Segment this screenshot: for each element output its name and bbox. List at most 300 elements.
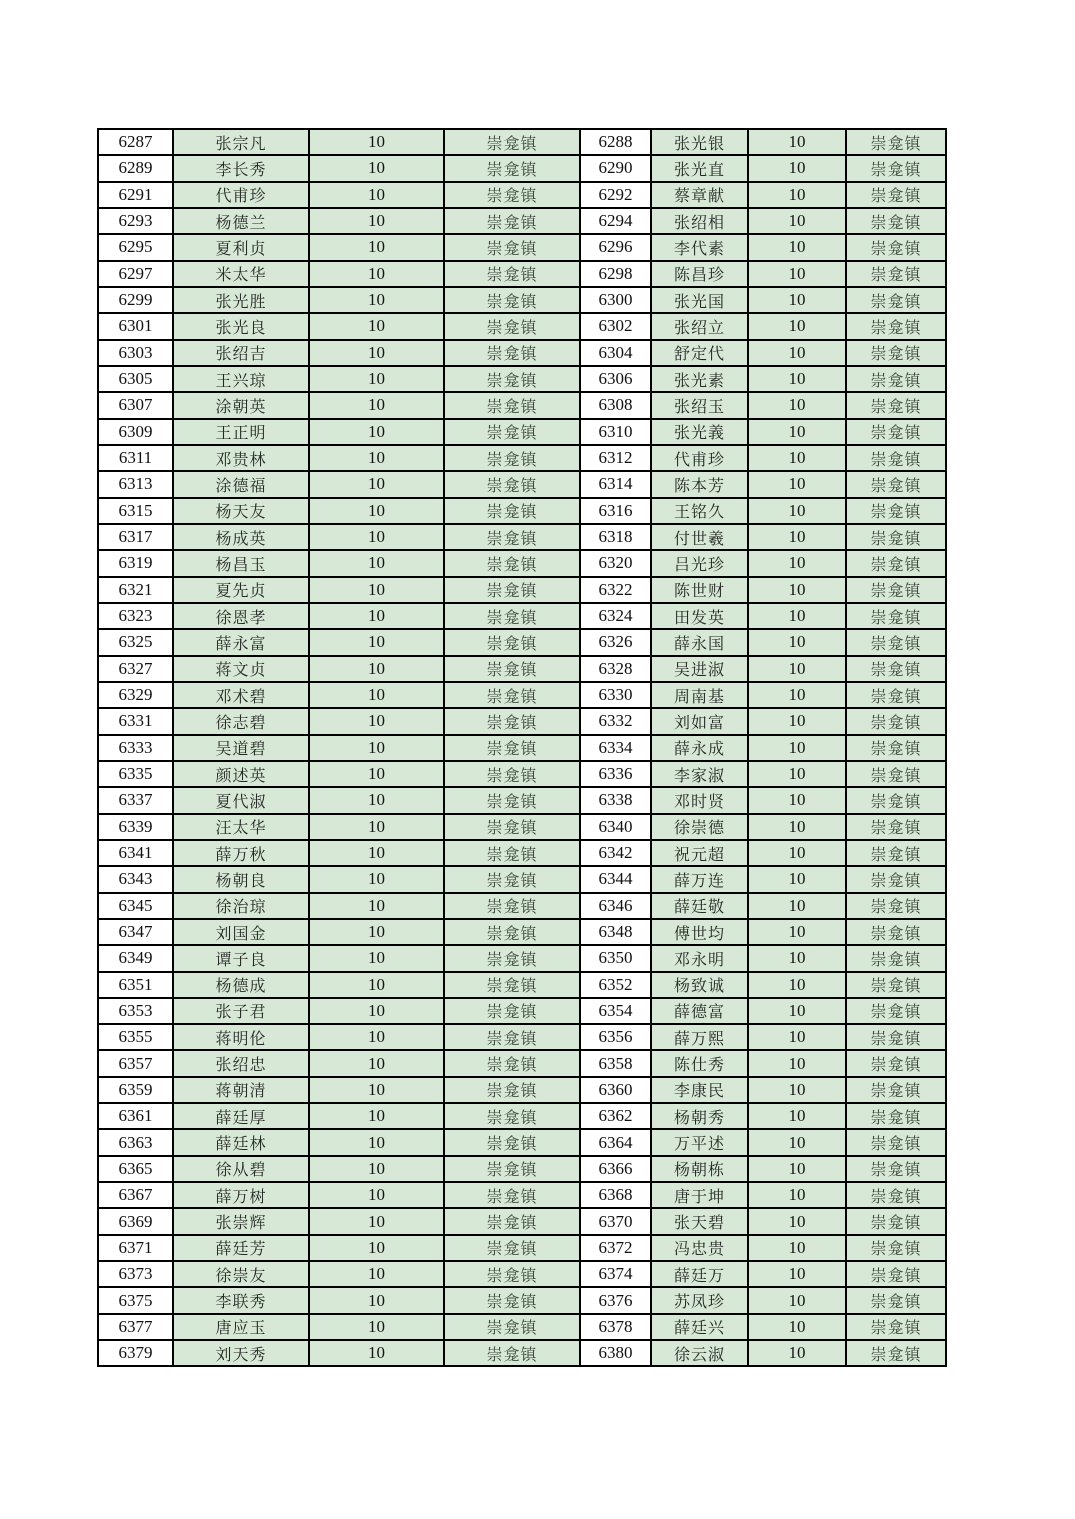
serial-cell: 6361 xyxy=(99,1104,174,1130)
name-cell: 薛永国 xyxy=(652,630,749,656)
points-cell: 10 xyxy=(310,657,445,683)
name-cell: 王铭久 xyxy=(652,499,749,525)
serial-cell: 6316 xyxy=(581,499,652,525)
points-cell: 10 xyxy=(749,499,847,525)
serial-cell: 6332 xyxy=(581,709,652,735)
serial-cell: 6288 xyxy=(581,130,652,156)
name-cell: 蒋明伦 xyxy=(174,1025,310,1051)
town-cell: 崇龛镇 xyxy=(847,1157,947,1183)
points-cell: 10 xyxy=(310,314,445,340)
name-cell: 夏代淑 xyxy=(174,788,310,814)
name-cell: 张绍立 xyxy=(652,314,749,340)
points-cell: 10 xyxy=(310,446,445,472)
name-cell: 蔡章献 xyxy=(652,183,749,209)
town-cell: 崇龛镇 xyxy=(445,235,581,261)
serial-cell: 6336 xyxy=(581,762,652,788)
points-cell: 10 xyxy=(310,209,445,235)
name-cell: 陈世财 xyxy=(652,578,749,604)
name-cell: 薛廷万 xyxy=(652,1262,749,1288)
serial-cell: 6380 xyxy=(581,1341,652,1367)
points-cell: 10 xyxy=(749,1288,847,1314)
town-cell: 崇龛镇 xyxy=(847,1262,947,1288)
points-cell: 10 xyxy=(749,973,847,999)
points-cell: 10 xyxy=(310,1315,445,1341)
town-cell: 崇龛镇 xyxy=(847,946,947,972)
serial-cell: 6311 xyxy=(99,446,174,472)
points-cell: 10 xyxy=(310,1209,445,1235)
name-cell: 张宗凡 xyxy=(174,130,310,156)
name-cell: 李代素 xyxy=(652,235,749,261)
name-cell: 涂朝英 xyxy=(174,393,310,419)
town-cell: 崇龛镇 xyxy=(445,815,581,841)
name-cell: 张光胜 xyxy=(174,288,310,314)
name-cell: 傅世均 xyxy=(652,920,749,946)
serial-cell: 6329 xyxy=(99,683,174,709)
points-cell: 10 xyxy=(310,736,445,762)
serial-cell: 6306 xyxy=(581,367,652,393)
town-cell: 崇龛镇 xyxy=(847,1288,947,1314)
points-cell: 10 xyxy=(310,525,445,551)
name-cell: 代甫珍 xyxy=(174,183,310,209)
name-cell: 薛永富 xyxy=(174,630,310,656)
points-cell: 10 xyxy=(749,1078,847,1104)
points-cell: 10 xyxy=(749,130,847,156)
town-cell: 崇龛镇 xyxy=(445,314,581,340)
serial-cell: 6309 xyxy=(99,420,174,446)
town-cell: 崇龛镇 xyxy=(847,578,947,604)
name-cell: 蒋朝清 xyxy=(174,1078,310,1104)
points-cell: 10 xyxy=(749,551,847,577)
serial-cell: 6291 xyxy=(99,183,174,209)
name-cell: 薛万熙 xyxy=(652,1025,749,1051)
name-cell: 徐崇友 xyxy=(174,1262,310,1288)
serial-cell: 6366 xyxy=(581,1157,652,1183)
serial-cell: 6348 xyxy=(581,920,652,946)
serial-cell: 6314 xyxy=(581,472,652,498)
serial-cell: 6310 xyxy=(581,420,652,446)
name-cell: 徐从碧 xyxy=(174,1157,310,1183)
points-cell: 10 xyxy=(749,788,847,814)
name-cell: 张绍玉 xyxy=(652,393,749,419)
points-cell: 10 xyxy=(310,920,445,946)
points-cell: 10 xyxy=(310,1236,445,1262)
name-cell: 夏利贞 xyxy=(174,235,310,261)
town-cell: 崇龛镇 xyxy=(847,788,947,814)
points-cell: 10 xyxy=(310,499,445,525)
points-cell: 10 xyxy=(310,709,445,735)
points-cell: 10 xyxy=(310,235,445,261)
points-cell: 10 xyxy=(749,1104,847,1130)
name-cell: 薛廷兴 xyxy=(652,1315,749,1341)
serial-cell: 6317 xyxy=(99,525,174,551)
serial-cell: 6351 xyxy=(99,973,174,999)
town-cell: 崇龛镇 xyxy=(847,341,947,367)
name-cell: 张绍相 xyxy=(652,209,749,235)
town-cell: 崇龛镇 xyxy=(847,762,947,788)
points-cell: 10 xyxy=(749,841,847,867)
serial-cell: 6338 xyxy=(581,788,652,814)
town-cell: 崇龛镇 xyxy=(445,1157,581,1183)
serial-cell: 6373 xyxy=(99,1262,174,1288)
town-cell: 崇龛镇 xyxy=(445,1051,581,1077)
points-cell: 10 xyxy=(749,341,847,367)
points-cell: 10 xyxy=(749,683,847,709)
serial-cell: 6301 xyxy=(99,314,174,340)
serial-cell: 6339 xyxy=(99,815,174,841)
town-cell: 崇龛镇 xyxy=(847,130,947,156)
points-cell: 10 xyxy=(749,393,847,419)
town-cell: 崇龛镇 xyxy=(847,156,947,182)
town-cell: 崇龛镇 xyxy=(445,630,581,656)
points-cell: 10 xyxy=(749,1341,847,1367)
name-cell: 舒定代 xyxy=(652,341,749,367)
town-cell: 崇龛镇 xyxy=(847,999,947,1025)
points-cell: 10 xyxy=(310,946,445,972)
name-cell: 夏先贞 xyxy=(174,578,310,604)
serial-cell: 6305 xyxy=(99,367,174,393)
serial-cell: 6376 xyxy=(581,1288,652,1314)
name-cell: 邓时贤 xyxy=(652,788,749,814)
serial-cell: 6287 xyxy=(99,130,174,156)
serial-cell: 6343 xyxy=(99,867,174,893)
serial-cell: 6374 xyxy=(581,1262,652,1288)
points-cell: 10 xyxy=(310,578,445,604)
name-cell: 刘如富 xyxy=(652,709,749,735)
serial-cell: 6345 xyxy=(99,894,174,920)
name-cell: 薛廷芳 xyxy=(174,1236,310,1262)
name-cell: 杨德成 xyxy=(174,973,310,999)
name-cell: 张崇辉 xyxy=(174,1209,310,1235)
points-cell: 10 xyxy=(749,446,847,472)
serial-cell: 6353 xyxy=(99,999,174,1025)
points-cell: 10 xyxy=(310,551,445,577)
points-cell: 10 xyxy=(749,1183,847,1209)
serial-cell: 6296 xyxy=(581,235,652,261)
serial-cell: 6350 xyxy=(581,946,652,972)
points-cell: 10 xyxy=(310,367,445,393)
town-cell: 崇龛镇 xyxy=(445,683,581,709)
serial-cell: 6289 xyxy=(99,156,174,182)
serial-cell: 6304 xyxy=(581,341,652,367)
name-cell: 杨天友 xyxy=(174,499,310,525)
points-cell: 10 xyxy=(749,472,847,498)
town-cell: 崇龛镇 xyxy=(445,657,581,683)
serial-cell: 6370 xyxy=(581,1209,652,1235)
serial-cell: 6331 xyxy=(99,709,174,735)
town-cell: 崇龛镇 xyxy=(445,867,581,893)
town-cell: 崇龛镇 xyxy=(445,736,581,762)
name-cell: 李长秀 xyxy=(174,156,310,182)
serial-cell: 6308 xyxy=(581,393,652,419)
points-cell: 10 xyxy=(310,1104,445,1130)
town-cell: 崇龛镇 xyxy=(847,894,947,920)
serial-cell: 6302 xyxy=(581,314,652,340)
town-cell: 崇龛镇 xyxy=(445,841,581,867)
points-cell: 10 xyxy=(749,736,847,762)
name-cell: 米太华 xyxy=(174,262,310,288)
name-cell: 田发英 xyxy=(652,604,749,630)
town-cell: 崇龛镇 xyxy=(847,1104,947,1130)
points-cell: 10 xyxy=(749,1157,847,1183)
points-cell: 10 xyxy=(749,262,847,288)
town-cell: 崇龛镇 xyxy=(445,209,581,235)
roster-table xyxy=(97,128,947,1367)
town-cell: 崇龛镇 xyxy=(445,920,581,946)
serial-cell: 6294 xyxy=(581,209,652,235)
town-cell: 崇龛镇 xyxy=(445,1341,581,1367)
serial-cell: 6333 xyxy=(99,736,174,762)
town-cell: 崇龛镇 xyxy=(445,472,581,498)
serial-cell: 6360 xyxy=(581,1078,652,1104)
name-cell: 徐治琼 xyxy=(174,894,310,920)
points-cell: 10 xyxy=(310,472,445,498)
town-cell: 崇龛镇 xyxy=(445,446,581,472)
name-cell: 张光素 xyxy=(652,367,749,393)
serial-cell: 6342 xyxy=(581,841,652,867)
serial-cell: 6341 xyxy=(99,841,174,867)
town-cell: 崇龛镇 xyxy=(847,867,947,893)
town-cell: 崇龛镇 xyxy=(445,551,581,577)
town-cell: 崇龛镇 xyxy=(847,736,947,762)
serial-cell: 6363 xyxy=(99,1130,174,1156)
serial-cell: 6371 xyxy=(99,1236,174,1262)
town-cell: 崇龛镇 xyxy=(847,815,947,841)
serial-cell: 6337 xyxy=(99,788,174,814)
points-cell: 10 xyxy=(310,762,445,788)
name-cell: 唐于坤 xyxy=(652,1183,749,1209)
serial-cell: 6321 xyxy=(99,578,174,604)
serial-cell: 6313 xyxy=(99,472,174,498)
serial-cell: 6318 xyxy=(581,525,652,551)
serial-cell: 6347 xyxy=(99,920,174,946)
serial-cell: 6315 xyxy=(99,499,174,525)
town-cell: 崇龛镇 xyxy=(445,709,581,735)
town-cell: 崇龛镇 xyxy=(847,683,947,709)
serial-cell: 6355 xyxy=(99,1025,174,1051)
town-cell: 崇龛镇 xyxy=(445,973,581,999)
name-cell: 颜述英 xyxy=(174,762,310,788)
points-cell: 10 xyxy=(749,867,847,893)
name-cell: 薛廷林 xyxy=(174,1130,310,1156)
serial-cell: 6303 xyxy=(99,341,174,367)
points-cell: 10 xyxy=(310,262,445,288)
points-cell: 10 xyxy=(749,1209,847,1235)
name-cell: 杨昌玉 xyxy=(174,551,310,577)
name-cell: 涂德福 xyxy=(174,472,310,498)
town-cell: 崇龛镇 xyxy=(445,341,581,367)
town-cell: 崇龛镇 xyxy=(445,762,581,788)
town-cell: 崇龛镇 xyxy=(445,999,581,1025)
name-cell: 张光银 xyxy=(652,130,749,156)
points-cell: 10 xyxy=(749,604,847,630)
name-cell: 杨朝秀 xyxy=(652,1104,749,1130)
town-cell: 崇龛镇 xyxy=(445,1104,581,1130)
name-cell: 吕光珍 xyxy=(652,551,749,577)
name-cell: 苏凤珍 xyxy=(652,1288,749,1314)
points-cell: 10 xyxy=(310,867,445,893)
serial-cell: 6293 xyxy=(99,209,174,235)
town-cell: 崇龛镇 xyxy=(847,920,947,946)
name-cell: 吴道碧 xyxy=(174,736,310,762)
town-cell: 崇龛镇 xyxy=(847,314,947,340)
town-cell: 崇龛镇 xyxy=(847,1341,947,1367)
name-cell: 谭子良 xyxy=(174,946,310,972)
town-cell: 崇龛镇 xyxy=(847,499,947,525)
town-cell: 崇龛镇 xyxy=(847,262,947,288)
serial-cell: 6365 xyxy=(99,1157,174,1183)
points-cell: 10 xyxy=(749,578,847,604)
points-cell: 10 xyxy=(310,1157,445,1183)
town-cell: 崇龛镇 xyxy=(847,1130,947,1156)
town-cell: 崇龛镇 xyxy=(445,367,581,393)
town-cell: 崇龛镇 xyxy=(847,630,947,656)
serial-cell: 6322 xyxy=(581,578,652,604)
serial-cell: 6377 xyxy=(99,1315,174,1341)
town-cell: 崇龛镇 xyxy=(847,973,947,999)
serial-cell: 6372 xyxy=(581,1236,652,1262)
name-cell: 张天碧 xyxy=(652,1209,749,1235)
name-cell: 徐崇德 xyxy=(652,815,749,841)
name-cell: 刘天秀 xyxy=(174,1341,310,1367)
points-cell: 10 xyxy=(749,1130,847,1156)
serial-cell: 6323 xyxy=(99,604,174,630)
name-cell: 邓贵林 xyxy=(174,446,310,472)
town-cell: 崇龛镇 xyxy=(847,1051,947,1077)
serial-cell: 6359 xyxy=(99,1078,174,1104)
town-cell: 崇龛镇 xyxy=(847,209,947,235)
name-cell: 薛万连 xyxy=(652,867,749,893)
town-cell: 崇龛镇 xyxy=(847,1236,947,1262)
name-cell: 邓永明 xyxy=(652,946,749,972)
points-cell: 10 xyxy=(310,420,445,446)
name-cell: 李康民 xyxy=(652,1078,749,1104)
town-cell: 崇龛镇 xyxy=(445,183,581,209)
serial-cell: 6325 xyxy=(99,630,174,656)
town-cell: 崇龛镇 xyxy=(847,657,947,683)
name-cell: 薛永成 xyxy=(652,736,749,762)
name-cell: 周南基 xyxy=(652,683,749,709)
points-cell: 10 xyxy=(310,393,445,419)
name-cell: 代甫珍 xyxy=(652,446,749,472)
town-cell: 崇龛镇 xyxy=(847,1183,947,1209)
serial-cell: 6364 xyxy=(581,1130,652,1156)
serial-cell: 6367 xyxy=(99,1183,174,1209)
name-cell: 张绍吉 xyxy=(174,341,310,367)
town-cell: 崇龛镇 xyxy=(445,130,581,156)
name-cell: 陈昌珍 xyxy=(652,262,749,288)
points-cell: 10 xyxy=(310,1025,445,1051)
name-cell: 陈仕秀 xyxy=(652,1051,749,1077)
serial-cell: 6344 xyxy=(581,867,652,893)
name-cell: 张绍忠 xyxy=(174,1051,310,1077)
name-cell: 唐应玉 xyxy=(174,1315,310,1341)
points-cell: 10 xyxy=(749,630,847,656)
points-cell: 10 xyxy=(310,156,445,182)
points-cell: 10 xyxy=(749,156,847,182)
town-cell: 崇龛镇 xyxy=(445,578,581,604)
name-cell: 万平述 xyxy=(652,1130,749,1156)
town-cell: 崇龛镇 xyxy=(847,183,947,209)
points-cell: 10 xyxy=(310,1078,445,1104)
town-cell: 崇龛镇 xyxy=(847,288,947,314)
serial-cell: 6297 xyxy=(99,262,174,288)
serial-cell: 6324 xyxy=(581,604,652,630)
points-cell: 10 xyxy=(310,1183,445,1209)
name-cell: 杨德兰 xyxy=(174,209,310,235)
town-cell: 崇龛镇 xyxy=(445,604,581,630)
name-cell: 吴进淑 xyxy=(652,657,749,683)
name-cell: 徐恩孝 xyxy=(174,604,310,630)
serial-cell: 6340 xyxy=(581,815,652,841)
points-cell: 10 xyxy=(749,314,847,340)
name-cell: 张光義 xyxy=(652,420,749,446)
town-cell: 崇龛镇 xyxy=(847,841,947,867)
town-cell: 崇龛镇 xyxy=(847,235,947,261)
serial-cell: 6320 xyxy=(581,551,652,577)
name-cell: 徐志碧 xyxy=(174,709,310,735)
points-cell: 10 xyxy=(310,683,445,709)
name-cell: 杨成英 xyxy=(174,525,310,551)
points-cell: 10 xyxy=(310,815,445,841)
serial-cell: 6346 xyxy=(581,894,652,920)
points-cell: 10 xyxy=(749,657,847,683)
points-cell: 10 xyxy=(310,288,445,314)
points-cell: 10 xyxy=(749,1025,847,1051)
serial-cell: 6312 xyxy=(581,446,652,472)
points-cell: 10 xyxy=(749,420,847,446)
serial-cell: 6300 xyxy=(581,288,652,314)
name-cell: 李联秀 xyxy=(174,1288,310,1314)
serial-cell: 6356 xyxy=(581,1025,652,1051)
town-cell: 崇龛镇 xyxy=(445,1288,581,1314)
name-cell: 王兴琼 xyxy=(174,367,310,393)
name-cell: 付世羲 xyxy=(652,525,749,551)
points-cell: 10 xyxy=(310,1288,445,1314)
points-cell: 10 xyxy=(749,709,847,735)
serial-cell: 6295 xyxy=(99,235,174,261)
points-cell: 10 xyxy=(749,1236,847,1262)
serial-cell: 6298 xyxy=(581,262,652,288)
serial-cell: 6330 xyxy=(581,683,652,709)
name-cell: 张子君 xyxy=(174,999,310,1025)
name-cell: 薛万树 xyxy=(174,1183,310,1209)
serial-cell: 6369 xyxy=(99,1209,174,1235)
points-cell: 10 xyxy=(749,183,847,209)
points-cell: 10 xyxy=(749,815,847,841)
points-cell: 10 xyxy=(310,1262,445,1288)
town-cell: 崇龛镇 xyxy=(847,709,947,735)
name-cell: 薛廷敬 xyxy=(652,894,749,920)
town-cell: 崇龛镇 xyxy=(847,393,947,419)
points-cell: 10 xyxy=(749,999,847,1025)
serial-cell: 6307 xyxy=(99,393,174,419)
points-cell: 10 xyxy=(749,209,847,235)
town-cell: 崇龛镇 xyxy=(445,1183,581,1209)
serial-cell: 6319 xyxy=(99,551,174,577)
town-cell: 崇龛镇 xyxy=(847,604,947,630)
points-cell: 10 xyxy=(749,894,847,920)
name-cell: 李家淑 xyxy=(652,762,749,788)
name-cell: 薛万秋 xyxy=(174,841,310,867)
serial-cell: 6326 xyxy=(581,630,652,656)
town-cell: 崇龛镇 xyxy=(847,420,947,446)
points-cell: 10 xyxy=(749,1262,847,1288)
name-cell: 陈本芳 xyxy=(652,472,749,498)
town-cell: 崇龛镇 xyxy=(847,472,947,498)
serial-cell: 6354 xyxy=(581,999,652,1025)
town-cell: 崇龛镇 xyxy=(445,946,581,972)
name-cell: 张光国 xyxy=(652,288,749,314)
